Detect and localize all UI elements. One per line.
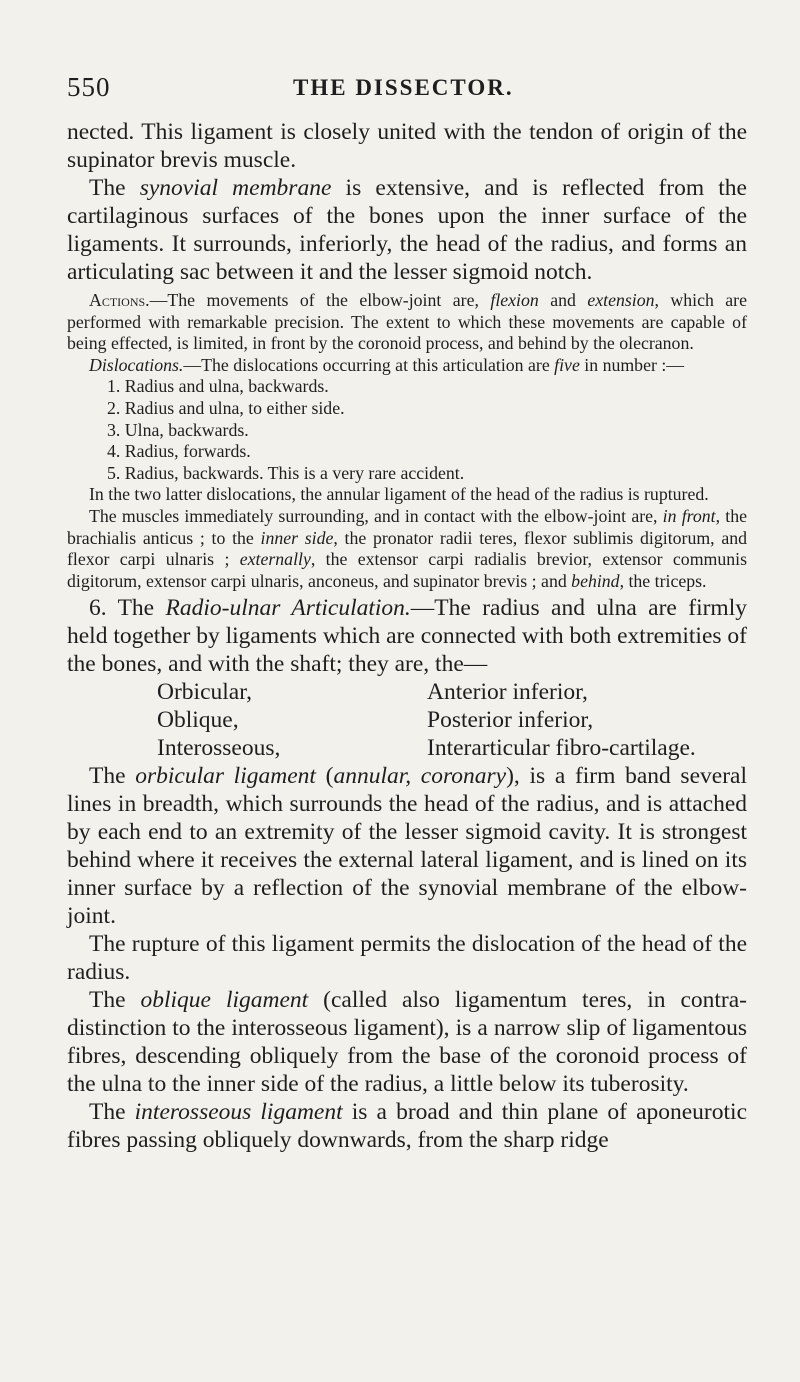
paragraph-rupture: The rupture of this ligament permits the dislocation of the head of the radius.: [67, 931, 747, 986]
list-item: 1. Radius and ulna, backwards.: [107, 376, 329, 397]
paragraph-synovial-membrane: The synovial membrane is extensive, and is reflected from the cartilaginous surfaces of the bones upon the inner surface of the ligaments. It surrounds, inferiorly, the head of the radius, and forms an articulating sac between it and the lesser sigmoid notch.: [67, 175, 747, 285]
ligament-list-left: [157, 678, 280, 762]
paragraph-actions: Actions.—The movements of the elbow-joint are, flexion and extension, which are performed with remarkable precision. The extent to which these movements are capable of being effected, is limited, in front by the coronoid process, and behind by the olecranon.: [67, 290, 747, 354]
paragraph-dislocations: Dislocations.—The dislocations occurring at this articulation are five in number :—: [89, 354, 685, 375]
running-title: THE DISSECTOR.: [293, 75, 514, 100]
list-item: Orbicular,: [157, 679, 252, 706]
heading-radio-ulnar: Radio-ulnar Articulation.: [165, 595, 411, 622]
term-synovial-membrane: synovial membrane: [139, 175, 332, 201]
paragraph-interosseous-ligament: The interosseous ligament is a broad and thin plane of aponeurotic fibres passing obliquely downwards, from the sharp ridge: [67, 1099, 747, 1154]
list-item: Interarticular fibro-cartilage.: [427, 735, 696, 762]
paragraph-oblique-ligament: The oblique ligament (called also ligamentum teres, in contra-distinction to the interosseous ligament), is a narrow slip of ligamentous fibres, descending obliquely from the base of the coronoid process of the ulna to the inner side of the radius, a little below its tuberosity.: [67, 987, 747, 1098]
paragraph-orbicular-ligament: The orbicular ligament (annular, coronary), is a firm band several lines in breadth, which surrounds the head of the radius, and is attached by each end to an extremity of the lesser sigmoid cavity. It is strongest behind where it receives the external lateral ligament, and is lined on its inner surface by a reflection of the synovial membrane of the elbow-joint.: [67, 763, 747, 930]
paragraph-latter-dislocations: In the two latter dislocations, the annular ligament of the head of the radius is ruptured.: [89, 484, 709, 505]
term-orbicular-ligament: orbicular ligament: [135, 763, 316, 790]
heading-dislocations: Dislocations.: [89, 354, 184, 375]
page-body: [67, 118, 747, 1154]
list-item: 4. Radius, forwards.: [107, 441, 251, 462]
ligament-list-right: [427, 678, 696, 762]
heading-actions: Actions.: [89, 290, 150, 310]
dislocation-list: [67, 376, 747, 484]
list-item: 2. Radius and ulna, to either side.: [107, 397, 345, 418]
list-item: Oblique,: [157, 707, 239, 734]
ligament-list: [67, 678, 747, 762]
term-oblique-ligament: oblique ligament: [140, 987, 309, 1014]
running-head: [67, 72, 742, 108]
paragraph-muscles: The muscles immediately surrounding, and in contact with the elbow-joint are, in front, the brachialis anticus ; to the inner side, the pronator radii teres, flexor sublimis digitorum, and flexor carpi ulnaris ; externally, the extensor carpi radialis brevior, extensor communis digitorum, extensor carpi ulnaris, anconeus, and supinator brevis ; and behind, the triceps.: [67, 505, 747, 591]
list-item: Interosseous,: [157, 735, 281, 762]
page-number: 550: [67, 72, 111, 102]
list-item: 3. Ulna, backwards.: [107, 419, 249, 440]
list-item: Anterior inferior,: [427, 679, 588, 706]
list-item: Posterior inferior,: [427, 707, 594, 734]
paragraph-radio-ulnar: 6. The Radio-ulnar Articulation.—The radius and ulna are firmly held together by ligaments which are connected with both extremities of the bones, and with the shaft; they are, the—: [67, 595, 747, 678]
term-interosseous-ligament: interosseous ligament: [134, 1099, 343, 1126]
paragraph-continuation: nected. This ligament is closely united with the tendon of origin of the supinator brevis muscle.: [67, 119, 747, 173]
list-item: 5. Radius, backwards. This is a very rare accident.: [107, 462, 465, 483]
